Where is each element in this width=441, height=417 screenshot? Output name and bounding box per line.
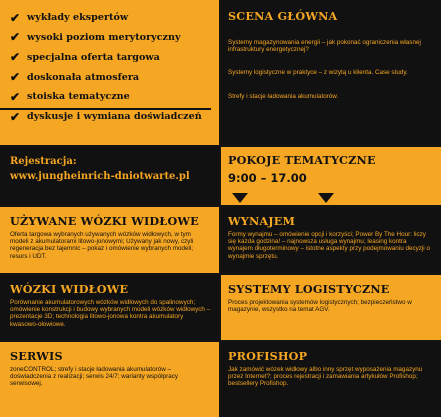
benefit-label: stoiska tematyczne	[27, 91, 130, 103]
session-desc: Strefy i stacje ładowania akumulatorów.	[228, 92, 339, 100]
section-profishop	[221, 342, 441, 417]
benefit-label: specjalna oferta targowa	[27, 51, 160, 63]
scena-panel	[221, 0, 441, 145]
session-time: 12:00 – 13:00	[228, 57, 297, 68]
check-icon: ✔	[10, 70, 21, 85]
section-text: Oferta targowa wybranych używanych wózków widłowych, w tym modeli z akumulatorami litowo-jonowymi; Używany jak nowy, czyli regeneracja bez tajemnic – pokaz i omówienie wybranych modeli; resurs i UDT.	[10, 231, 194, 260]
benefit-item	[10, 107, 211, 126]
section-title: UŻYWANE WÓZKI WIDŁOWE	[10, 214, 199, 228]
section-service	[0, 342, 219, 417]
check-icon: ✔	[10, 10, 21, 25]
benefit-item	[10, 48, 211, 67]
section-title: PROFISHOP	[228, 349, 308, 363]
section-title: WYNAJEM	[228, 214, 296, 228]
divider	[0, 108, 211, 110]
check-icon: ✔	[10, 109, 21, 124]
section-rental	[221, 207, 441, 273]
section-forklifts	[0, 275, 219, 340]
section-title: WÓZKI WIDŁOWE	[10, 282, 129, 296]
benefit-item	[10, 67, 211, 86]
benefits-panel	[0, 0, 219, 145]
arrow-down-icon	[318, 193, 334, 203]
benefit-item	[10, 87, 211, 106]
check-icon: ✔	[10, 89, 21, 104]
arrow-down-icon	[232, 193, 248, 203]
section-text: Jak zamówić wózek widłowy albo inny sprzęt wyposażenia magazynu przez Internet?; proces rejestracji i zamawiania artykułów Profishop; bestsellery Profishop.	[228, 366, 423, 388]
section-used-forklifts	[0, 207, 219, 273]
benefit-label: dyskusje i wymiana doświadczeń	[27, 111, 202, 123]
section-title: SERWIS	[10, 349, 63, 363]
check-icon: ✔	[10, 30, 21, 45]
section-text: zoneCONTROL; strefy i stacje ładowania akumulatorów – doświadczenia z realizacji; serwis 24/7; warianty współpracy serwisowej.	[10, 366, 178, 388]
scena-title: SCENA GŁÓWNA	[228, 9, 338, 23]
rooms-title: POKOJE TEMATYCZNE	[228, 153, 376, 167]
section-text: Formy wynajmu – omówienie opcji i korzyści; Power By The Hour: liczy się każda godzina! – najnowsza usługa wynajmu; leasing kontra wynajem długoterminowy – istotne aspekty przy podejmowaniu decyzji o wynajmie sprzętu.	[228, 231, 430, 260]
benefit-item	[10, 28, 211, 47]
rooms-time: 9:00 – 17.00	[228, 171, 307, 185]
registration-panel	[0, 147, 219, 205]
benefit-label: wysoki poziom merytoryczny	[27, 31, 181, 43]
section-text: Porównanie akumulatorowych wózków widłowych do spalinowych; omówienie konstrukcji i budowy wybranych modeli wózków widłowych – prezentacje 3D; technologia litowo-jonowa kontra akumulatory kwasowo-ołowiowe.	[10, 299, 211, 328]
session-desc: Systemy magazynowania energii – jak pokonać ograniczenia własnej infrastruktury energetycznej?	[228, 39, 421, 54]
benefit-label: wykłady ekspertów	[27, 12, 129, 24]
benefit-item	[10, 8, 211, 27]
session-time: 14:00 – 15:00	[228, 80, 297, 91]
registration-link[interactable]: www.jungheinrich-dniotwarte.pl	[10, 171, 190, 182]
section-text: Proces projektowania systemów logistycznych; bezpieczeństwo w magazynie, wszystko na temat AGV.	[228, 299, 412, 314]
section-title: SYSTEMY LOGISTYCZNE	[228, 282, 390, 296]
session-desc: Systemy logistyczne w praktyce – z wizytą u klienta. Case study.	[228, 69, 408, 77]
session-time: 10:00 – 11:00	[228, 27, 297, 37]
benefit-label: doskonała atmosfera	[27, 71, 140, 83]
check-icon: ✔	[10, 50, 21, 65]
registration-label: Rejestracja:	[10, 156, 77, 167]
section-logistics	[221, 275, 441, 340]
